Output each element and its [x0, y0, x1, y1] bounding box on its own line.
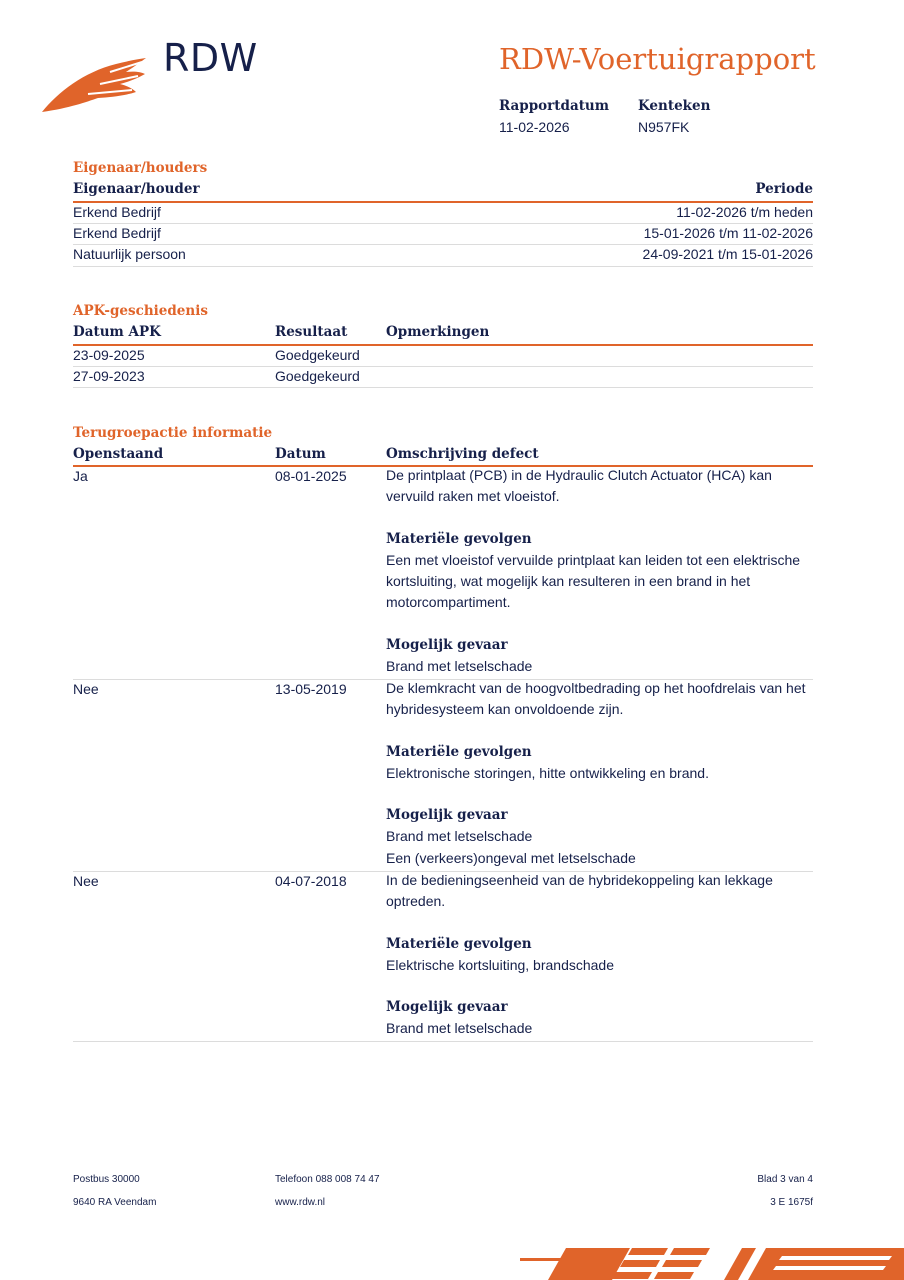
table-divider — [73, 366, 813, 367]
possible-danger-heading: Mogelijk gevaar — [386, 807, 508, 824]
defect-text-line: vervuild raken met vloeistof. — [386, 488, 560, 505]
logo-text: RDW — [163, 36, 258, 80]
recall-row-3-description — [386, 870, 816, 1040]
consequence-text-line: Elektronische storingen, hitte ontwikkeling en brand. — [386, 764, 709, 781]
recall-col-open: Openstaand — [73, 446, 164, 462]
defect-text-line: optreden. — [386, 893, 446, 910]
apk-col-remarks: Opmerkingen — [386, 324, 490, 340]
material-consequences-heading: Materiële gevolgen — [386, 935, 532, 952]
apk-section-title: APK-geschiedenis — [73, 303, 208, 319]
recall-row-1-open: Ja — [73, 468, 88, 484]
footer-page-number: Blad 3 van 4 — [757, 1174, 813, 1185]
page-title: RDW-Voertuigrapport — [499, 42, 816, 76]
table-divider — [73, 1041, 813, 1042]
possible-danger-heading: Mogelijk gevaar — [386, 636, 508, 653]
owners-col-period: Periode — [755, 181, 813, 197]
recall-row-1-date: 08-01-2025 — [275, 468, 347, 484]
recall-col-date: Datum — [275, 446, 326, 462]
decorative-stripes-icon — [520, 1244, 904, 1280]
possible-danger-heading: Mogelijk gevaar — [386, 999, 508, 1016]
owners-section-title: Eigenaar/houders — [73, 160, 208, 176]
apk-row-2-date: 27-09-2023 — [73, 368, 145, 384]
recall-row-2-date: 13-05-2019 — [275, 681, 347, 697]
apk-row-1-result: Goedgekeurd — [275, 347, 360, 363]
table-divider — [73, 223, 813, 224]
owners-col-owner: Eigenaar/houder — [73, 181, 200, 197]
consequence-text-line: kortsluiting, wat mogelijk kan resulteren in een brand in het — [386, 573, 751, 590]
recall-row-3-date: 04-07-2018 — [275, 873, 347, 889]
consequence-text-line: Elektrische kortsluiting, brandschade — [386, 956, 615, 973]
danger-text-line: Brand met letselschade — [386, 658, 533, 675]
table-divider — [73, 266, 813, 267]
owners-header-rule — [73, 201, 813, 203]
defect-text-line: De printplaat (PCB) in de Hydraulic Clutch Actuator (HCA) kan — [386, 467, 772, 483]
recall-row-2-open: Nee — [73, 681, 99, 697]
owner-row-2-owner: Erkend Bedrijf — [73, 225, 161, 241]
apk-col-date: Datum APK — [73, 324, 161, 340]
footer-phone: Telefoon 088 008 74 47 — [275, 1174, 380, 1185]
plate-label: Kenteken — [638, 98, 711, 114]
footer-po-box: Postbus 30000 — [73, 1174, 140, 1185]
danger-text-line: Brand met letselschade — [386, 1020, 533, 1037]
danger-text-line: Brand met letselschade — [386, 828, 533, 845]
table-divider — [73, 244, 813, 245]
recall-row-1-description — [386, 465, 816, 677]
danger-text-line: Een (verkeers)ongeval met letselschade — [386, 849, 636, 866]
plate-value: N957FK — [638, 119, 690, 135]
owner-row-2-period: 15-01-2026 t/m 11-02-2026 — [643, 225, 813, 241]
material-consequences-heading: Materiële gevolgen — [386, 743, 532, 760]
consequence-text-line: Een met vloeistof vervuilde printplaat kan leiden tot een elektrische — [386, 551, 801, 568]
footer-code: 3 E 1675f — [770, 1197, 813, 1208]
recall-row-2-description — [386, 678, 816, 869]
apk-row-2-result: Goedgekeurd — [275, 368, 360, 384]
footer-city: 9640 RA Veendam — [73, 1197, 157, 1208]
consequence-text-line: motorcompartiment. — [386, 594, 511, 611]
rdw-logo-icon — [40, 56, 150, 114]
owner-row-1-period: 11-02-2026 t/m heden — [676, 204, 813, 220]
apk-row-1-date: 23-09-2025 — [73, 347, 145, 363]
footer-web: www.rdw.nl — [275, 1197, 326, 1208]
material-consequences-heading: Materiële gevolgen — [386, 530, 532, 547]
owner-row-3-owner: Natuurlijk persoon — [73, 246, 186, 262]
owner-row-1-owner: Erkend Bedrijf — [73, 204, 161, 220]
apk-col-result: Resultaat — [275, 324, 348, 340]
recall-row-3-open: Nee — [73, 873, 99, 889]
recall-col-desc: Omschrijving defect — [386, 446, 539, 462]
report-date-label: Rapportdatum — [499, 98, 610, 114]
defect-text-line: hybridesysteem kan onvoldoende zijn. — [386, 701, 624, 718]
defect-text-line: De klemkracht van de hoogvoltbedrading op het hoofdrelais van het — [386, 680, 806, 696]
report-date-value: 11-02-2026 — [499, 119, 570, 135]
defect-text-line: In de bedieningseenheid van de hybridekoppeling kan lekkage — [386, 872, 773, 888]
recall-section-title: Terugroepactie informatie — [73, 425, 273, 441]
table-divider — [73, 387, 813, 388]
apk-header-rule — [73, 344, 813, 346]
owner-row-3-period: 24-09-2021 t/m 15-01-2026 — [642, 246, 813, 262]
